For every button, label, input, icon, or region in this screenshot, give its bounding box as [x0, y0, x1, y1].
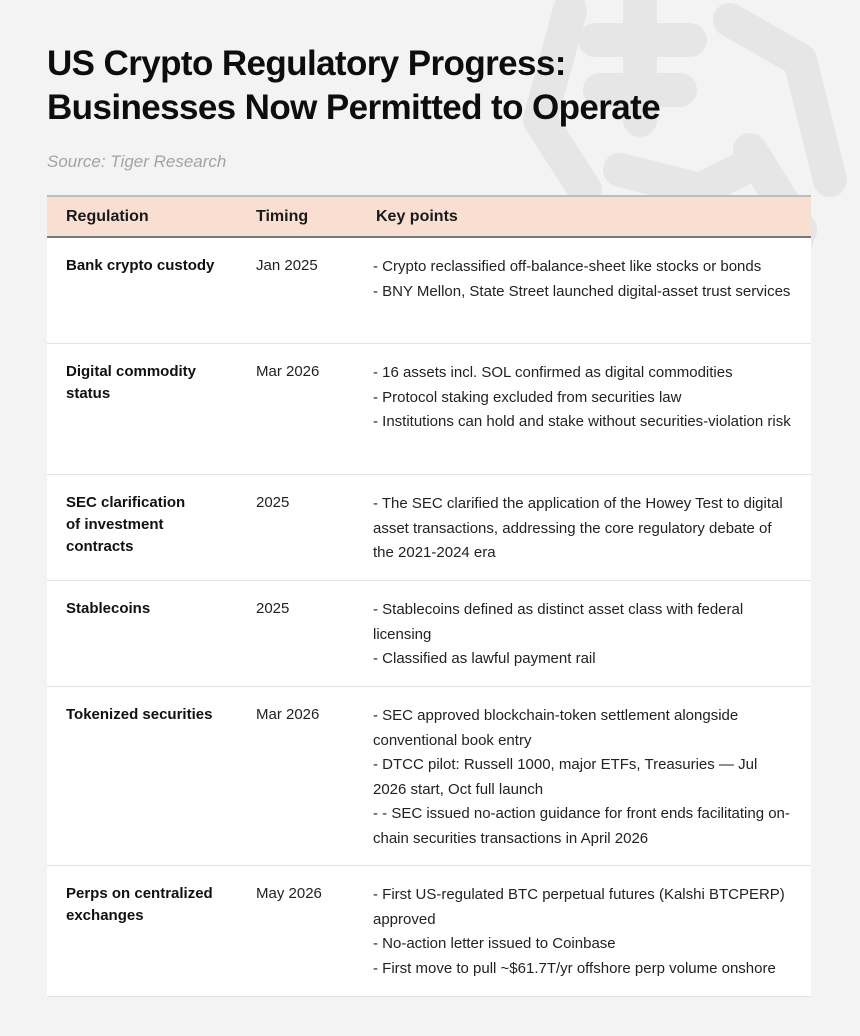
key-point: - Stablecoins defined as distinct asset class with federal licensing	[373, 601, 744, 643]
key-point: - First move to pull ~$61.7T/yr offshore perp volume onshore	[373, 959, 776, 977]
header	[47, 42, 817, 172]
regulation-name: Tokenized securities	[66, 706, 213, 723]
regulation-cell	[47, 492, 256, 558]
table-header	[47, 195, 811, 238]
key-point: - SEC approved blockchain-token settlement alongside conventional book entry	[373, 707, 739, 749]
table-row	[47, 238, 811, 344]
title-line-2: Businesses Now Permitted to Operate	[47, 88, 661, 127]
regulation-name: exchanges	[66, 907, 144, 924]
key-point: - Institutions can hold and stake without securities-violation risk	[373, 413, 791, 430]
table-row	[47, 344, 811, 475]
regulation-name: SEC clarification	[66, 494, 186, 511]
key-point: - Classified as lawful payment rail	[373, 650, 596, 667]
table-row	[47, 866, 811, 997]
source-note: Source: Tiger Research	[47, 152, 227, 171]
key-point: - Protocol staking excluded from securities law	[373, 388, 682, 406]
key-point: - DTCC pilot: Russell 1000, major ETFs, Treasuries — Jul 2026 start, Oct full launch	[373, 756, 758, 798]
regulation-name: Digital commodity	[66, 363, 197, 380]
table-row	[47, 687, 811, 866]
regulation-name: contracts	[66, 538, 134, 555]
key-point: - The SEC clarified the application of the Howey Test to digital asset transactions, addressing the core regulatory debate of the 2021-2024 era	[373, 495, 783, 561]
table-row	[47, 475, 811, 581]
key-points-cell	[373, 598, 811, 672]
timing-cell: 2025	[256, 494, 290, 511]
key-point: - BNY Mellon, State Street launched digital-asset trust services	[373, 282, 791, 300]
key-points-cell	[373, 704, 811, 851]
regulation-table	[47, 195, 811, 997]
regulation-cell	[47, 704, 256, 726]
key-point: - First US-regulated BTC perpetual futures (Kalshi BTCPERP) approved	[373, 886, 785, 928]
title-line-1: US Crypto Regulatory Progress:	[47, 44, 566, 83]
key-point: - Crypto reclassified off-balance-sheet like stocks or bonds	[373, 258, 762, 275]
timing-cell: May 2026	[256, 885, 322, 902]
regulation-name: status	[66, 385, 111, 402]
regulation-name: of investment	[66, 516, 164, 533]
table-row	[47, 581, 811, 687]
regulation-cell	[47, 598, 256, 620]
timing-cell: Mar 2026	[256, 363, 320, 380]
column-header-key-points: Key points	[376, 207, 458, 225]
timing-cell: Jan 2025	[256, 257, 318, 274]
key-points-cell	[373, 361, 811, 435]
regulation-name: Perps on centralized	[66, 885, 213, 902]
key-point: - - SEC issued no-action guidance for front ends facilitating on-chain securities transactions in April 2026	[373, 805, 790, 847]
page-title	[47, 42, 817, 130]
regulation-name: Bank crypto custody	[66, 257, 215, 274]
key-point: - No-action letter issued to Coinbase	[373, 935, 616, 952]
timing-cell: 2025	[256, 600, 290, 617]
column-header-timing: Timing	[256, 207, 309, 225]
key-points-cell	[373, 255, 811, 304]
key-points-cell	[373, 883, 811, 981]
regulation-cell	[47, 255, 256, 277]
key-points-cell	[373, 492, 811, 566]
timing-cell: Mar 2026	[256, 706, 320, 723]
key-point: - 16 assets incl. SOL confirmed as digital commodities	[373, 364, 733, 381]
regulation-cell	[47, 361, 256, 405]
regulation-name: Stablecoins	[66, 600, 151, 617]
regulation-cell	[47, 883, 256, 927]
column-header-regulation: Regulation	[66, 207, 149, 225]
